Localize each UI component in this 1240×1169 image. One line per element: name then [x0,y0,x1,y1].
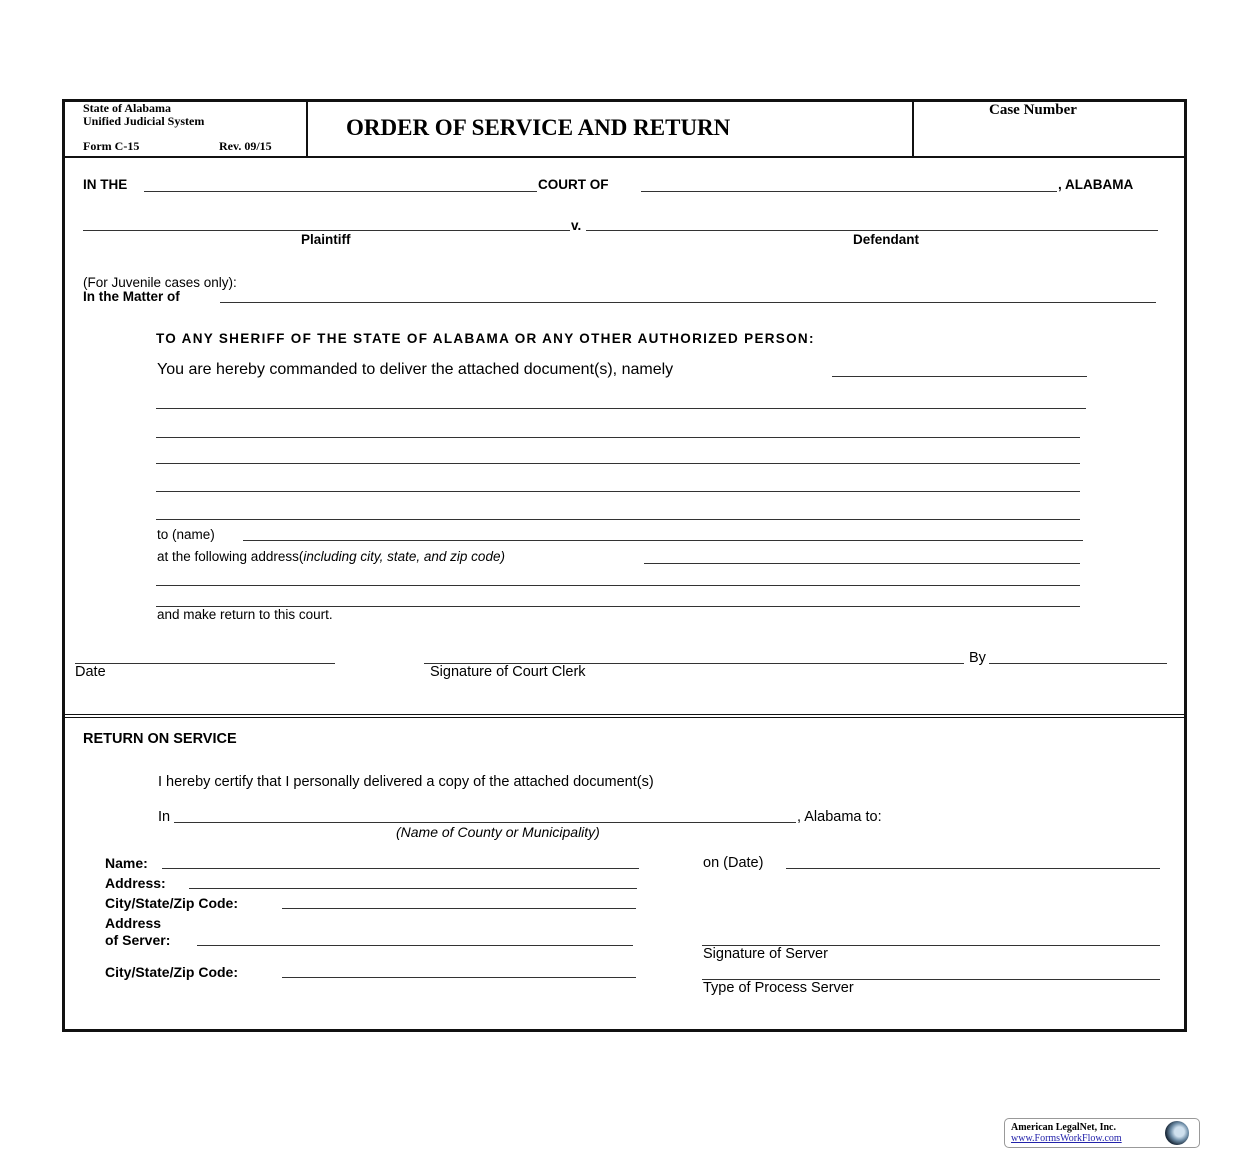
form-border [62,99,1187,1032]
state-label: State of Alabama [83,101,171,115]
certify-text: I hereby certify that I personally delivered a copy of the attached document(s) [158,774,654,790]
documents-line-2[interactable] [156,437,1080,438]
address-line-2[interactable] [156,585,1080,586]
date-field[interactable] [75,663,335,664]
plaintiff-label: Plaintiff [301,232,351,247]
form-number: Form C-15 [83,139,140,153]
footer-badge [1004,1118,1200,1148]
address-label-hint: including city, state, and zip code) [303,549,505,564]
server-address-field[interactable] [197,945,633,946]
name-field[interactable] [162,868,639,869]
documents-line-5[interactable] [156,519,1080,520]
to-name-label: to (name) [157,527,215,542]
matter-of-field[interactable] [220,302,1156,303]
header-divider-right [912,100,914,157]
clerk-signature-label: Signature of Court Clerk [430,664,586,680]
server-signature-label: Signature of Server [703,946,828,962]
make-return-text: and make return to this court. [157,607,333,622]
header-divider [63,156,1185,158]
header-divider-left [306,100,308,157]
server-city-label: City/State/Zip Code: [105,964,239,980]
system-label: Unified Judicial System [83,114,205,128]
globe-logo-icon [1165,1121,1189,1145]
by-label: By [969,650,986,666]
in-label: In [158,809,171,825]
matter-of-label: In the Matter of [83,289,180,304]
case-number-label: Case Number [989,102,1077,118]
section-divider [63,714,1185,718]
address-label-text: at the following address( [157,549,304,564]
recipient-address-field[interactable] [189,888,637,889]
address-server-label: Address: [105,875,166,891]
return-title: RETURN ON SERVICE [83,731,237,747]
by-field[interactable] [989,663,1167,664]
documents-line-4[interactable] [156,491,1080,492]
date-label: Date [75,664,106,680]
alabama-to-label: , Alabama to: [797,809,882,825]
city-label: City/State/Zip Code: [105,895,239,911]
versus-label: v. [571,218,582,233]
footer-company: American LegalNet, Inc. [1011,1122,1116,1133]
server-city-field[interactable] [282,977,636,978]
alabama-label: , ALABAMA [1058,177,1134,192]
to-name-field[interactable] [243,540,1083,541]
server-address-label-1: Address [105,915,162,931]
address-field[interactable] [644,563,1080,564]
case-number-field[interactable] [916,122,1182,154]
on-date-field[interactable] [786,868,1160,869]
court-of-label: COURT OF [538,177,609,192]
juvenile-note: (For Juvenile cases only): [83,275,237,290]
footer-link[interactable]: www.FormsWorkFlow.com [1011,1133,1122,1144]
plaintiff-field[interactable] [83,230,570,231]
defendant-field[interactable] [586,230,1158,231]
revision: Rev. 09/15 [219,139,272,153]
form-title: ORDER OF SERVICE AND RETURN [346,115,731,140]
on-date-label: on (Date) [703,855,764,871]
county-hint: (Name of County or Municipality) [396,824,600,840]
county-field[interactable] [641,191,1057,192]
county-municipality-field[interactable] [174,822,796,823]
process-server-type-label: Type of Process Server [703,980,854,996]
city-field[interactable] [282,908,636,909]
sheriff-address: TO ANY SHERIFF OF THE STATE OF ALABAMA OR ANY OTHER AUTHORIZED PERSON: [156,331,815,346]
command-text: You are hereby commanded to deliver the attached document(s), namely [157,361,674,378]
name-label: Name: [105,855,148,871]
address-label [157,549,505,564]
documents-field[interactable] [832,376,1087,377]
in-the-label: IN THE [83,177,128,192]
documents-line-1[interactable] [156,408,1086,409]
documents-line-3[interactable] [156,463,1080,464]
defendant-label: Defendant [853,232,920,247]
court-type-field[interactable] [144,191,537,192]
server-address-label-2: of Server: [105,932,171,948]
